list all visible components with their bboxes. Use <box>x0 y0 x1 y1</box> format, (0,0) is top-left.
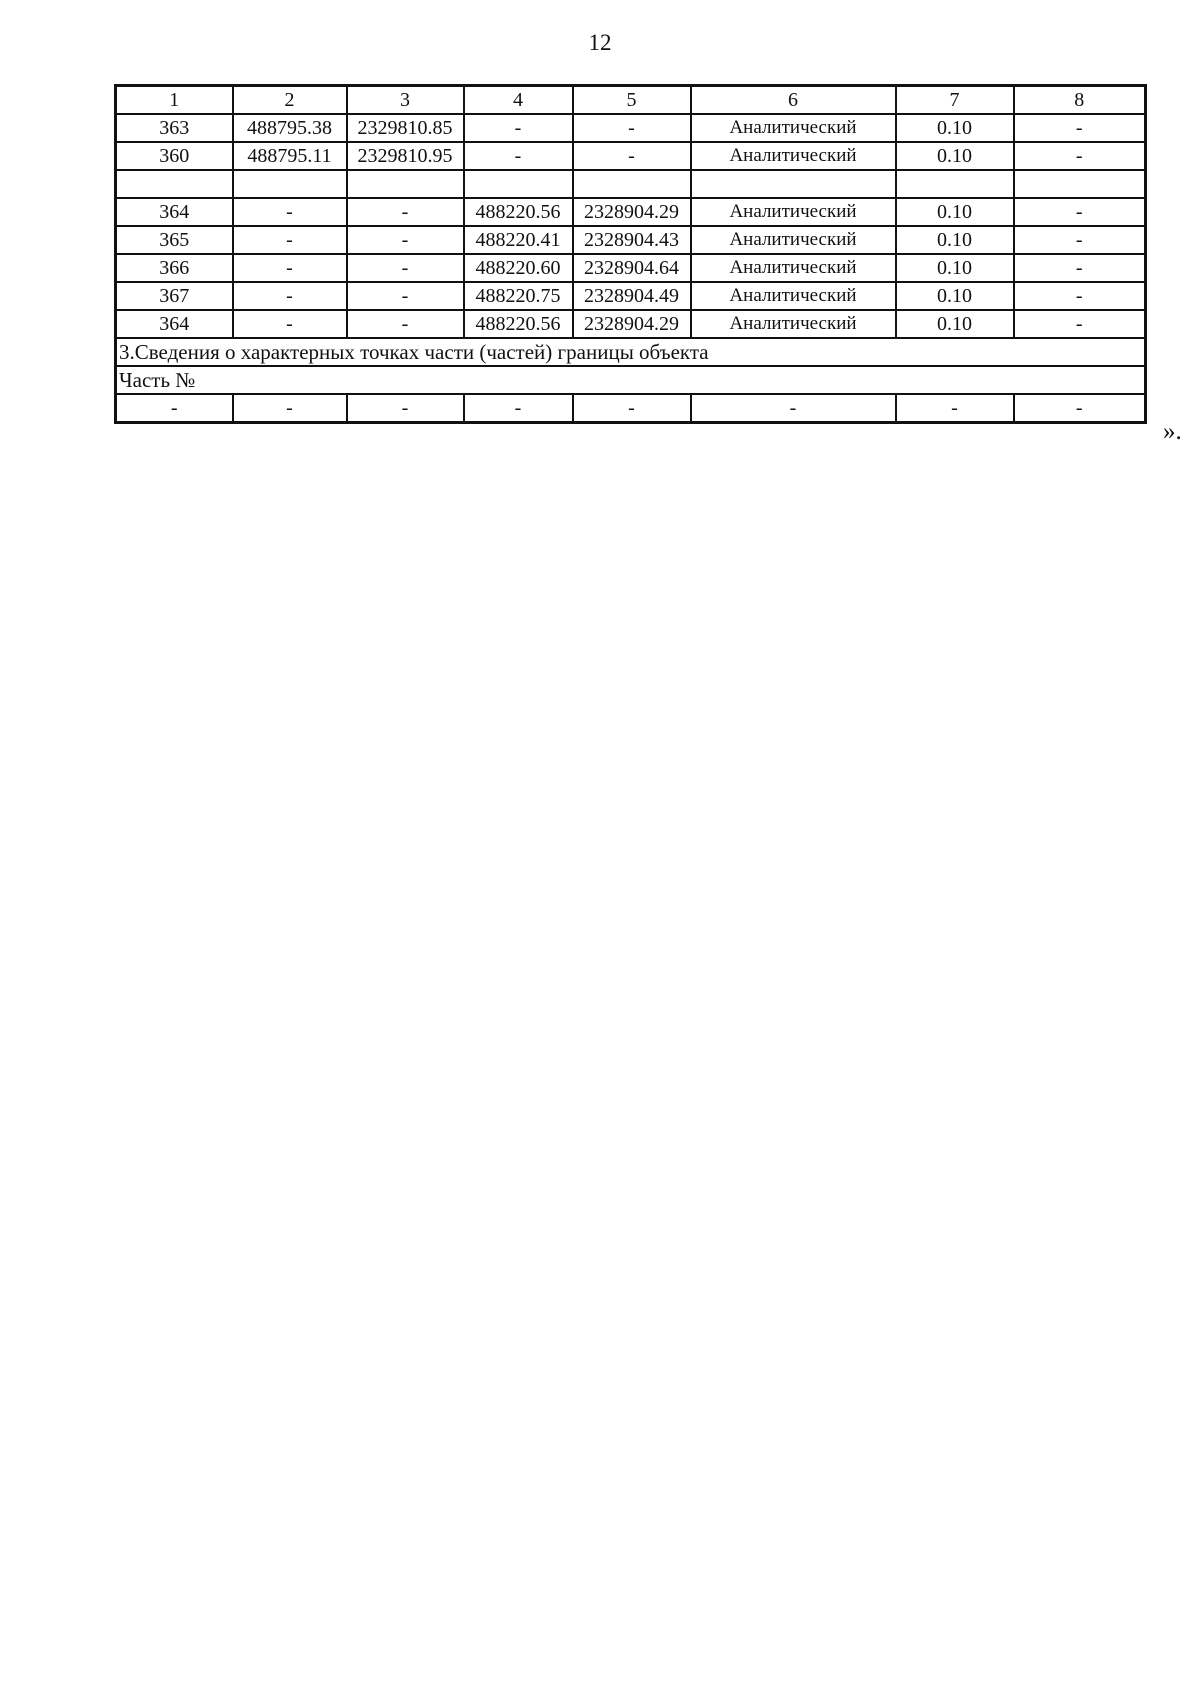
old-y-cell: - <box>347 198 464 226</box>
table-row <box>116 142 1146 170</box>
point-number-cell: 366 <box>116 254 233 282</box>
new-x-cell: 488220.41 <box>464 226 573 254</box>
new-y-cell: 2328904.64 <box>573 254 691 282</box>
table-row <box>116 394 1146 423</box>
new-x-cell: 488220.60 <box>464 254 573 282</box>
old-x-cell: - <box>233 198 347 226</box>
old-x-cell: - <box>233 254 347 282</box>
empty-cell <box>573 170 691 198</box>
header-cell: 1 <box>116 86 233 115</box>
empty-cell <box>116 170 233 198</box>
description-cell: - <box>1014 198 1146 226</box>
header-cell: 6 <box>691 86 896 115</box>
dash-cell: - <box>347 394 464 423</box>
old-y-cell: 2329810.95 <box>347 142 464 170</box>
new-x-cell: - <box>464 114 573 142</box>
table-row <box>116 310 1146 338</box>
old-x-cell: - <box>233 310 347 338</box>
part-label-row <box>116 366 1146 394</box>
page-number: 12 <box>588 30 612 55</box>
empty-cell <box>1014 170 1146 198</box>
empty-row <box>116 170 1146 198</box>
new-y-cell: - <box>573 142 691 170</box>
description-cell: - <box>1014 226 1146 254</box>
point-number-cell: 367 <box>116 282 233 310</box>
description-cell: - <box>1014 310 1146 338</box>
accuracy-cell: 0.10 <box>896 114 1014 142</box>
old-x-cell: - <box>233 282 347 310</box>
dash-cell: - <box>233 394 347 423</box>
section-title-row <box>116 338 1146 366</box>
old-y-cell: - <box>347 226 464 254</box>
section-3-title: 3.Сведения о характерных точках части (частей) границы объекта <box>116 338 1146 366</box>
dash-cell: - <box>691 394 896 423</box>
table-header-row <box>116 86 1146 115</box>
table-row <box>116 254 1146 282</box>
dash-cell: - <box>116 394 233 423</box>
method-cell: Аналитический <box>691 282 896 310</box>
old-x-cell: 488795.11 <box>233 142 347 170</box>
description-cell: - <box>1014 142 1146 170</box>
point-number-cell: 364 <box>116 310 233 338</box>
empty-cell <box>233 170 347 198</box>
new-x-cell: 488220.56 <box>464 198 573 226</box>
new-y-cell: 2328904.29 <box>573 198 691 226</box>
header-cell: 4 <box>464 86 573 115</box>
coordinates-table <box>114 84 1147 424</box>
accuracy-cell: 0.10 <box>896 226 1014 254</box>
accuracy-cell: 0.10 <box>896 142 1014 170</box>
point-number-cell: 365 <box>116 226 233 254</box>
empty-cell <box>464 170 573 198</box>
dash-cell: - <box>896 394 1014 423</box>
part-number-label: Часть № <box>116 366 1146 394</box>
empty-cell <box>896 170 1014 198</box>
description-cell: - <box>1014 114 1146 142</box>
header-cell: 5 <box>573 86 691 115</box>
method-cell: Аналитический <box>691 114 896 142</box>
old-x-cell: - <box>233 226 347 254</box>
description-cell: - <box>1014 254 1146 282</box>
table-row <box>116 226 1146 254</box>
table-row <box>116 198 1146 226</box>
closing-quote-mark: ». <box>1163 418 1182 445</box>
header-cell: 8 <box>1014 86 1146 115</box>
accuracy-cell: 0.10 <box>896 310 1014 338</box>
header-cell: 3 <box>347 86 464 115</box>
method-cell: Аналитический <box>691 142 896 170</box>
description-cell: - <box>1014 282 1146 310</box>
table-row <box>116 282 1146 310</box>
new-y-cell: 2328904.49 <box>573 282 691 310</box>
dash-cell: - <box>464 394 573 423</box>
accuracy-cell: 0.10 <box>896 198 1014 226</box>
old-y-cell: 2329810.85 <box>347 114 464 142</box>
empty-cell <box>347 170 464 198</box>
point-number-cell: 364 <box>116 198 233 226</box>
point-number-cell: 363 <box>116 114 233 142</box>
point-number-cell: 360 <box>116 142 233 170</box>
new-y-cell: 2328904.43 <box>573 226 691 254</box>
method-cell: Аналитический <box>691 198 896 226</box>
method-cell: Аналитический <box>691 226 896 254</box>
header-cell: 2 <box>233 86 347 115</box>
accuracy-cell: 0.10 <box>896 254 1014 282</box>
method-cell: Аналитический <box>691 310 896 338</box>
old-y-cell: - <box>347 310 464 338</box>
accuracy-cell: 0.10 <box>896 282 1014 310</box>
table-row <box>116 114 1146 142</box>
new-x-cell: - <box>464 142 573 170</box>
old-x-cell: 488795.38 <box>233 114 347 142</box>
new-x-cell: 488220.56 <box>464 310 573 338</box>
new-y-cell: - <box>573 114 691 142</box>
method-cell: Аналитический <box>691 254 896 282</box>
dash-cell: - <box>573 394 691 423</box>
new-x-cell: 488220.75 <box>464 282 573 310</box>
old-y-cell: - <box>347 254 464 282</box>
header-cell: 7 <box>896 86 1014 115</box>
new-y-cell: 2328904.29 <box>573 310 691 338</box>
dash-cell: - <box>1014 394 1146 423</box>
old-y-cell: - <box>347 282 464 310</box>
empty-cell <box>691 170 896 198</box>
